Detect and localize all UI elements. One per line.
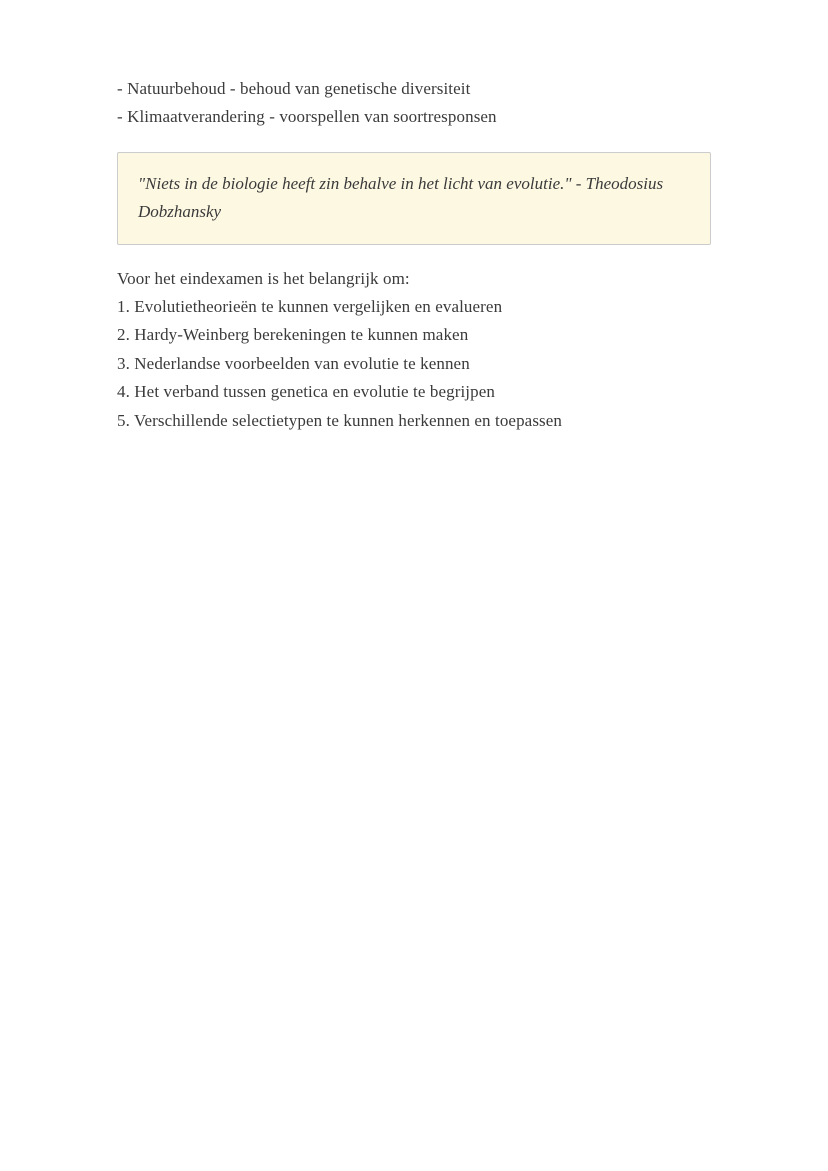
goal-item: 3. Nederlandse voorbeelden van evolutie te kennen bbox=[117, 353, 470, 373]
quote-callout bbox=[117, 152, 711, 245]
document-page bbox=[117, 0, 711, 435]
goal-item: 2. Hardy-Weinberg berekeningen te kunnen maken bbox=[117, 325, 469, 345]
exam-goals-section bbox=[117, 265, 711, 435]
goals-intro: Voor het eindexamen is het belangrijk om: bbox=[117, 268, 410, 288]
bullet-list bbox=[117, 75, 711, 132]
bullet-line: - Natuurbehoud - behoud van genetische diversiteit bbox=[117, 79, 471, 98]
goal-item: 5. Verschillende selectietypen te kunnen herkennen en toepassen bbox=[117, 410, 562, 430]
quote-text: "Niets in de biologie heeft zin behalve in het licht van evolutie." - Theodosius Dobzhansky bbox=[138, 173, 664, 222]
goal-item: 1. Evolutietheorieën te kunnen vergelijken en evalueren bbox=[117, 297, 503, 317]
bullet-line: - Klimaatverandering - voorspellen van soortresponsen bbox=[117, 107, 497, 127]
goal-item: 4. Het verband tussen genetica en evolutie te begrijpen bbox=[117, 382, 495, 402]
